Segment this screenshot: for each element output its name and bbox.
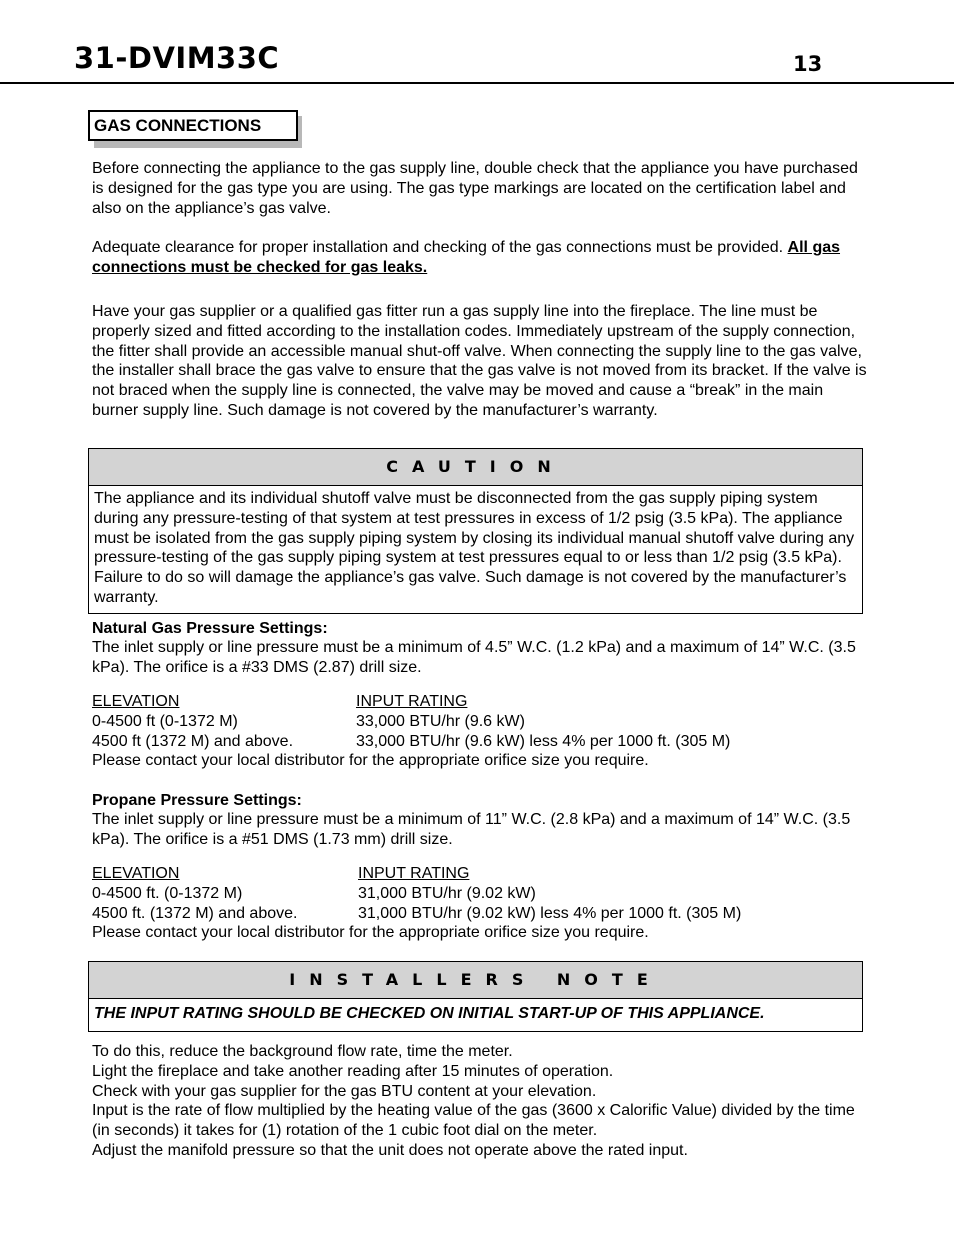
- input-rating-cell: 33,000 BTU/hr (9.6 kW) less 4% per 1000 ft. (305 M): [356, 732, 731, 750]
- propane-heading: Propane Pressure Settings:: [92, 792, 302, 809]
- natural-gas-table: [92, 692, 867, 771]
- instruction-line: Adjust the manifold pressure so that the unit does not operate above the rated input.: [92, 1141, 688, 1159]
- elevation-cell: 4500 ft. (1372 M) and above.: [92, 904, 298, 922]
- propane-text: The inlet supply or line pressure must be a minimum of 11” W.C. (2.8 kPa) and a maximum of 14” W.C. (3.5 kPa). The orifice is a #51 DMS (1.73 mm) drill size.: [92, 811, 851, 848]
- final-instructions: [92, 1042, 867, 1161]
- installers-note-heading: [89, 962, 862, 999]
- instruction-line: To do this, reduce the background flow rate, time the meter.: [92, 1043, 513, 1060]
- table-row: [92, 732, 867, 752]
- instruction-line: Input is the rate of flow multiplied by the heating value of the gas (3600 x Calorific Value) divided by the time (in seconds) it takes for (1) rotation of the 1 cubic foot dial on the meter.: [92, 1102, 855, 1140]
- natural-gas-heading: Natural Gas Pressure Settings:: [92, 620, 328, 637]
- caution-heading-text: CAUTION: [386, 457, 565, 476]
- installers-note-heading-text: INSTALLERS NOTE: [289, 970, 662, 989]
- page-number: 13: [793, 52, 823, 76]
- natural-gas-contact: Please contact your local distributor for the appropriate orifice size you require.: [92, 752, 649, 770]
- elevation-cell: 4500 ft (1372 M) and above.: [92, 732, 294, 750]
- elevation-header: ELEVATION: [92, 865, 180, 882]
- model-title: 31-DVIM33C: [74, 41, 280, 75]
- input-rating-header: INPUT RATING: [356, 693, 468, 710]
- caution-heading: [89, 449, 862, 486]
- section-title-box: [88, 110, 296, 142]
- paragraph-clearance: [92, 238, 867, 278]
- header-rule: [0, 82, 954, 84]
- input-rating-cell: 33,000 BTU/hr (9.6 kW): [356, 712, 525, 730]
- input-rating-cell: 31,000 BTU/hr (9.02 kW) less 4% per 1000 ft. (305 M): [358, 904, 742, 922]
- elevation-cell: 0-4500 ft. (0-1372 M): [92, 884, 243, 902]
- table-header-row: [92, 692, 867, 712]
- section-title: GAS CONNECTIONS: [88, 110, 298, 141]
- gas-leak-warning: All gas connections must be checked for gas leaks.: [92, 239, 841, 276]
- input-rating-header: INPUT RATING: [358, 865, 470, 882]
- clearance-text: Adequate clearance for proper installation and checking of the gas connections must be provided.: [92, 239, 788, 256]
- natural-gas-text: The inlet supply or line pressure must be a minimum of 4.5” W.C. (1.2 kPa) and a maximum of 14” W.C. (3.5 kPa). The orifice is a #33 DMS (2.87) drill size.: [92, 639, 856, 676]
- installers-note-body: THE INPUT RATING SHOULD BE CHECKED ON INITIAL START-UP OF THIS APPLIANCE.: [94, 1005, 765, 1022]
- paragraph-supply-line: Have your gas supplier or a qualified gas fitter run a gas supply line into the fireplace. The line must be properly sized and fitted according to the installation codes. Immediately upstream of the supply connection, the fitter shall provide an accessible manual shut-off valve. When connecting the supply line to the gas valve, the installer shall brace the gas valve to ensure that the gas valve is not moved from its bracket. If the valve is not braced when the supply line is connected, the valve may be moved and cause a “break” in the main burner supply line. Such damage is not covered by the manufacturer’s warranty.: [92, 303, 867, 419]
- table-row: [92, 712, 867, 732]
- input-rating-cell: 31,000 BTU/hr (9.02 kW): [358, 884, 536, 902]
- table-header-row: [92, 864, 867, 884]
- propane-table: [92, 864, 867, 943]
- caution-box: [88, 448, 863, 614]
- instruction-line: Check with your gas supplier for the gas BTU content at your elevation.: [92, 1082, 597, 1100]
- installers-note-box: [88, 961, 863, 1032]
- caution-body: The appliance and its individual shutoff valve must be disconnected from the gas supply piping system during any pressure-testing of that system at test pressures in excess of 1/2 psig (3.5 kPa). The appliance must be isolated from the gas supply piping system by closing its individual manual shutoff valve during any pressure-testing of the gas supply piping system at test pressures equal to or less than 1/2 psig (3.5 kPa). Failure to do so will damage the appliance’s gas valve. Such damage is not covered by the manufacturer’s warranty.: [94, 490, 855, 606]
- table-row: [92, 884, 867, 904]
- instruction-line: Light the fireplace and take another reading after 15 minutes of operation.: [92, 1062, 614, 1080]
- table-row: [92, 904, 867, 924]
- propane-contact: Please contact your local distributor for the appropriate orifice size you require.: [92, 924, 649, 942]
- paragraph-gas-type: Before connecting the appliance to the gas supply line, double check that the appliance you have purchased is designed for the gas type you are using. The gas type markings are located on the certification label and also on the appliance’s gas valve.: [92, 160, 858, 217]
- elevation-cell: 0-4500 ft (0-1372 M): [92, 712, 238, 730]
- elevation-header: ELEVATION: [92, 693, 180, 710]
